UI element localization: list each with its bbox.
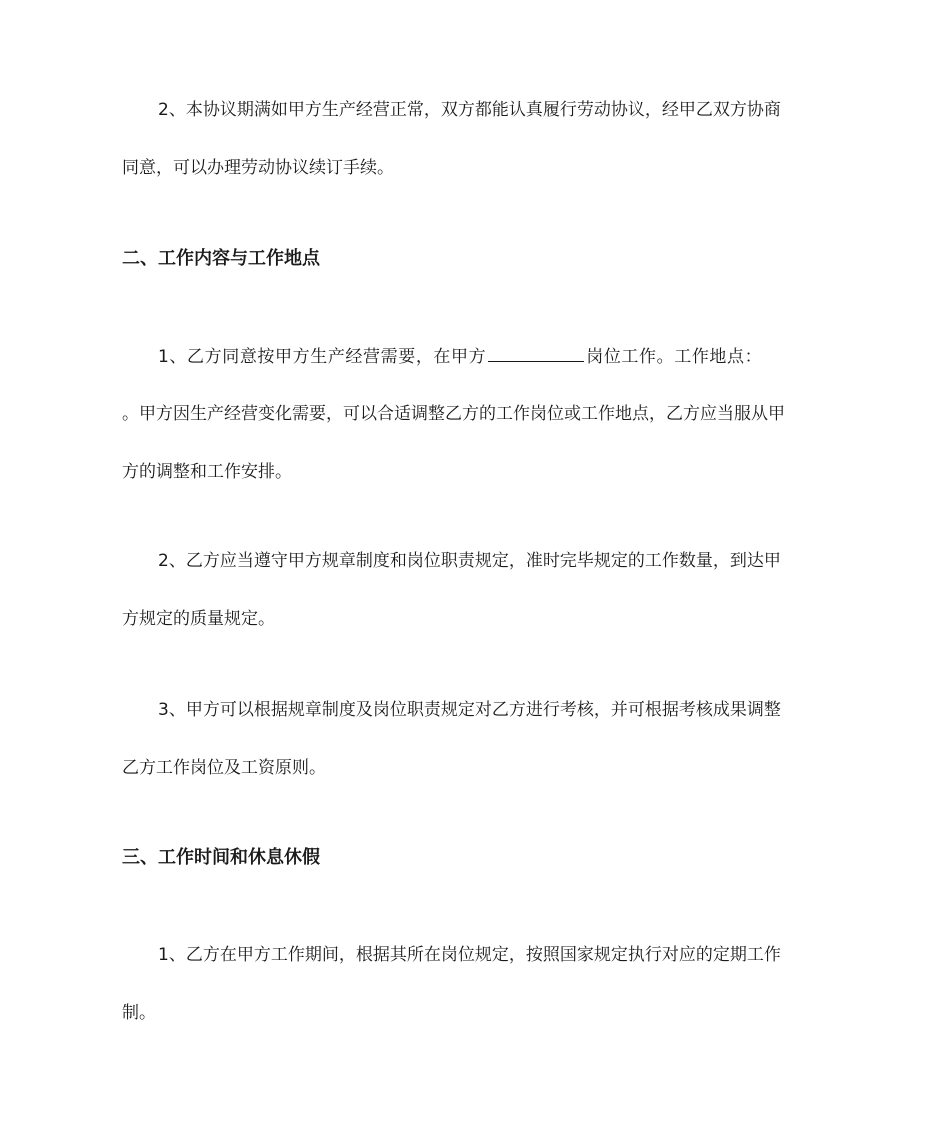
fill-in-blank: [488, 344, 584, 362]
paragraph-line: 1、乙方在甲方工作期间，根据其所在岗位规定，按照国家规定执行对应的定期工作: [158, 945, 781, 965]
section-heading: 二、工作内容与工作地点: [122, 248, 320, 269]
paragraph-line: 2、乙方应当遵守甲方规章制度和岗位职责规定，准时完毕规定的工作数量，到达甲: [158, 551, 781, 571]
paragraph-line: 制。: [122, 1003, 156, 1023]
paragraph-line: 。甲方因生产经营变化需要，可以合适调整乙方的工作岗位或工作地点，乙方应当服从甲: [122, 404, 785, 424]
paragraph-line: [158, 344, 834, 369]
paragraph-line: 乙方工作岗位及工资原则。: [122, 758, 326, 778]
paragraph-line: 方规定的质量规定。: [122, 609, 275, 629]
paragraph-text: 1、乙方同意按甲方生产经营需要，在甲方: [158, 347, 487, 367]
paragraph-line: 3、甲方可以根据规章制度及岗位职责规定对乙方进行考核，并可根据考核成果调整: [158, 700, 781, 720]
paragraph-line: 同意，可以办理劳动协议续订手续。: [122, 158, 394, 178]
paragraph-text: 岗位工作。工作地点：: [586, 347, 763, 367]
paragraph-line: 2、本协议期满如甲方生产经营正常，双方都能认真履行劳动协议，经甲乙双方协商: [158, 100, 781, 120]
section-heading: 三、工作时间和休息休假: [122, 847, 320, 868]
paragraph-line: 方的调整和工作安排。: [122, 462, 292, 482]
